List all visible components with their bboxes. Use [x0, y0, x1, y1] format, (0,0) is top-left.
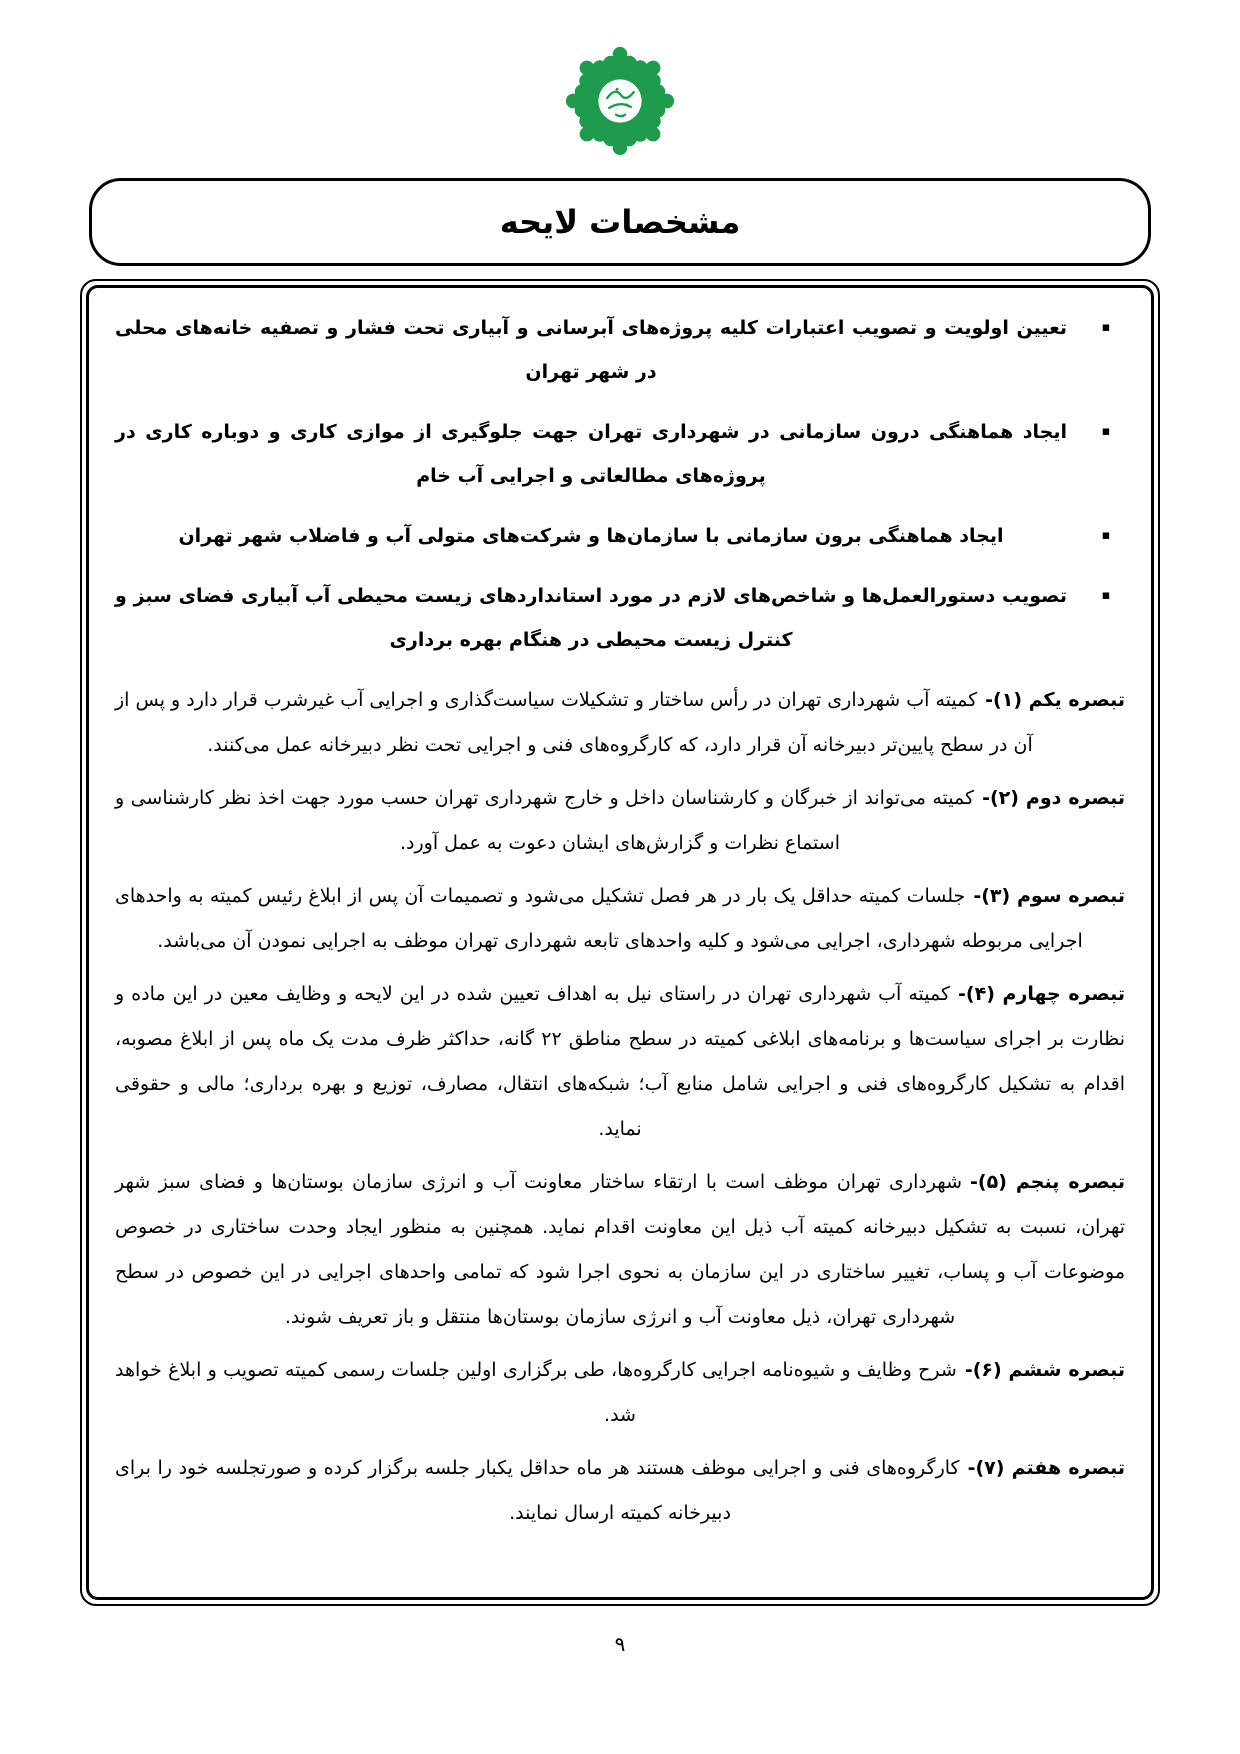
note-body: کمیته آب شهرداری تهران در راستای نیل به اهداف تعیین شده در این لایحه و وظایف معین در این ماده و نظارت بر اجرای سیاست‌ها و برنامه‌های ابلاغی کمیته در سطح مناطق ۲۲ گانه، حداکثر ظرف مدت یک ماه پس از ابلاغ مصوبه، اقدام به تشکیل کارگروه‌های فنی و اجرایی شامل منابع آب؛ شبکه‌های انتقال، مصارف، توزیع و بهره برداری؛ مالی و حقوقی نماید. [115, 983, 1125, 1140]
note-paragraph [115, 874, 1125, 964]
note-paragraph [115, 1446, 1125, 1536]
note-body: شهرداری تهران موظف است با ارتقاء ساختار معاونت آب و انرژی سازمان بوستان‌ها و فضای سبز شهر تهران، نسبت به تشکیل دبیرخانه کمیته آب ذیل این معاونت اقدام نماید. همچنین به منظور ایجاد وحدت ساختاری در خصوص موضوعات آب و پساب، تغییر ساختاری در این سازمان به نحوی اجرا شود که تمامی واحدهای اجرایی در این خصوص در سطح شهرداری تهران، ذیل معاونت آب و انرژی سازمان بوستان‌ها منتقل و باز تعریف شوند. [115, 1171, 1125, 1328]
note-label: تبصره چهارم (۴)- [958, 983, 1125, 1005]
content-frame-outer [80, 279, 1160, 1606]
note-body: کمیته آب شهرداری تهران در رأس ساختار و تشکیلات سیاست‌گذاری و اجرایی آب غیرشرب قرار دارد و پس از آن در سطح پایین‌تر دبیرخانه آن قرار دارد، که کارگروه‌های فنی و اجرایی تحت نظر دبیرخانه عمل می‌کنند. [114, 689, 1033, 756]
bullet-text: ایجاد هماهنگی برون سازمانی با سازمان‌ها و شرکت‌های متولی آب و فاضلاب شهر تهران [178, 525, 1004, 547]
note-paragraph [115, 678, 1125, 768]
note-label: تبصره ششم (۶)- [964, 1359, 1125, 1381]
bullet-item [115, 306, 1119, 394]
page-number: ۹ [614, 1632, 626, 1656]
note-paragraph [115, 776, 1125, 866]
note-label: تبصره دوم (۲)- [982, 787, 1125, 809]
page-title: مشخصات لایحه [499, 203, 741, 241]
bullet-item [115, 514, 1119, 558]
bullet-text: تعیین اولویت و تصویب اعتبارات کلیه پروژه‌های آبرسانی و آبیاری تحت فشار و تصفیه خانه‌های محلی در شهر تهران [115, 317, 1067, 383]
title-box [89, 178, 1151, 266]
bullet-text: ایجاد هماهنگی درون سازمانی در شهرداری تهران جهت جلوگیری از موازی کاری و دوباره کاری در پروژه‌های مطالعاتی و اجرایی آب خام [115, 421, 1067, 487]
tehran-municipality-logo-icon [561, 42, 679, 160]
note-paragraph [115, 1160, 1125, 1340]
note-body: شرح وظایف و شیوه‌نامه اجرایی کارگروه‌ها، طی برگزاری اولین جلسات رسمی کمیته تصویب و ابلاغ خواهد شد. [115, 1359, 957, 1426]
content-frame [86, 285, 1154, 1600]
note-label: تبصره سوم (۳)- [973, 885, 1125, 907]
bullet-list [115, 306, 1125, 662]
square-bullet-icon: ▪ [1101, 320, 1111, 335]
bullet-item [115, 574, 1119, 662]
notes-section [115, 678, 1125, 1536]
note-label: تبصره پنجم (۵)- [970, 1171, 1126, 1193]
square-bullet-icon: ▪ [1101, 588, 1111, 603]
bullet-item [115, 410, 1119, 498]
square-bullet-icon: ▪ [1101, 528, 1111, 543]
note-body: جلسات کمیته حداقل یک بار در هر فصل تشکیل می‌شود و تصمیمات آن پس از ابلاغ رئیس کمیته به واحدهای اجرایی مربوطه شهرداری، اجرایی می‌شود و کلیه واحدهای تابعه شهرداری تهران موظف به اجرایی نمودن آن می‌باشد. [115, 885, 1083, 952]
note-body: کارگروه‌های فنی و اجرایی موظف هستند هر ماه حداقل یکبار جلسه برگزار کرده و صورتجلسه خود را برای دبیرخانه کمیته ارسال نمایند. [115, 1457, 960, 1524]
note-body: کمیته می‌تواند از خبرگان و کارشناسان داخل و خارج شهرداری تهران حسب مورد جهت اخذ نظر کارشناسی و استماع نظرات و گزارش‌های ایشان دعوت به عمل آورد. [115, 787, 975, 854]
bullet-text: تصویب دستورالعمل‌ها و شاخص‌های لازم در مورد استانداردهای زیست محیطی آب آبیاری فضای سبز و کنترل زیست محیطی در هنگام بهره برداری [115, 585, 1067, 651]
note-paragraph [115, 972, 1125, 1152]
note-label: تبصره هفتم (۷)- [967, 1457, 1125, 1479]
square-bullet-icon: ▪ [1101, 424, 1111, 439]
note-paragraph [115, 1348, 1125, 1438]
note-label: تبصره یکم (۱)- [985, 689, 1125, 711]
